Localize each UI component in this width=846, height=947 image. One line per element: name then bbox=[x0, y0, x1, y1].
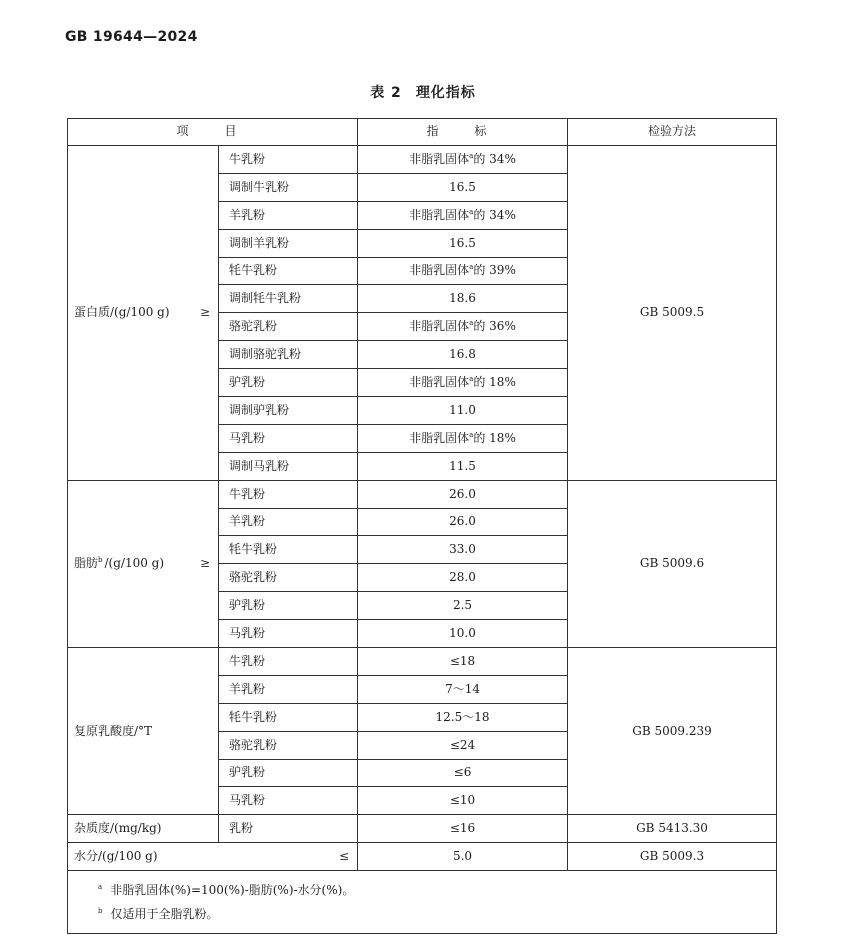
acidity-product-name: 马乳粉 bbox=[219, 787, 358, 815]
fat-indicator-value: 33.0 bbox=[358, 536, 568, 564]
protein-product-name: 调制骆驼乳粉 bbox=[219, 341, 358, 369]
protein-label: 蛋白质/(g/100 g) bbox=[74, 305, 170, 320]
fat-product-name: 驴乳粉 bbox=[219, 592, 358, 620]
indicator-prefix: 非脂乳固体 bbox=[409, 374, 470, 389]
acidity-product-name: 牦牛乳粉 bbox=[219, 703, 358, 731]
protein-indicator-value: 16.5 bbox=[358, 229, 568, 257]
footnote-ref: a bbox=[469, 430, 474, 439]
moisture-label-cell bbox=[68, 843, 358, 871]
protein-indicator-value bbox=[358, 201, 568, 229]
footnote-mark: a bbox=[98, 883, 103, 892]
footnote-b bbox=[98, 902, 776, 926]
moisture-row bbox=[68, 843, 777, 871]
fat-product-name: 骆驼乳粉 bbox=[219, 564, 358, 592]
footnote-a bbox=[98, 878, 776, 902]
protein-indicator-value bbox=[358, 257, 568, 285]
protein-product-name: 牛乳粉 bbox=[219, 146, 358, 174]
footnote-ref: a bbox=[469, 263, 474, 272]
indicator-suffix: 的 36% bbox=[473, 319, 516, 334]
table-title bbox=[0, 82, 846, 102]
table-number: 表 2 bbox=[370, 85, 402, 101]
indicator-suffix: 的 34% bbox=[473, 151, 516, 166]
footnote-ref: a bbox=[469, 151, 474, 160]
acidity-indicator-value: ≤6 bbox=[358, 759, 568, 787]
indicator-prefix: 非脂乳固体 bbox=[409, 430, 470, 445]
protein-row bbox=[68, 146, 777, 174]
protein-product-name: 牦牛乳粉 bbox=[219, 257, 358, 285]
table-header-row bbox=[68, 119, 777, 146]
standard-code: GB 19644—2024 bbox=[65, 29, 198, 45]
protein-indicator-value: 16.8 bbox=[358, 341, 568, 369]
protein-product-name: 马乳粉 bbox=[219, 424, 358, 452]
fat-indicator-value: 26.0 bbox=[358, 508, 568, 536]
fat-product-name: 牦牛乳粉 bbox=[219, 536, 358, 564]
footnotes bbox=[68, 871, 777, 934]
impurity-value: ≤16 bbox=[358, 815, 568, 843]
fat-product-name: 牛乳粉 bbox=[219, 480, 358, 508]
impurity-row bbox=[68, 815, 777, 843]
footnote-ref: a bbox=[469, 207, 474, 216]
protein-indicator-value bbox=[358, 369, 568, 397]
protein-indicator-value: 16.5 bbox=[358, 173, 568, 201]
protein-product-name: 骆驼乳粉 bbox=[219, 313, 358, 341]
physicochemical-table bbox=[67, 118, 777, 934]
acidity-indicator-value: 7～14 bbox=[358, 675, 568, 703]
fat-indicator-value: 28.0 bbox=[358, 564, 568, 592]
fat-product-name: 马乳粉 bbox=[219, 620, 358, 648]
acidity-indicator-value: ≤10 bbox=[358, 787, 568, 815]
indicator-suffix: 的 34% bbox=[473, 207, 516, 222]
fat-row bbox=[68, 480, 777, 508]
protein-product-name: 调制驴乳粉 bbox=[219, 397, 358, 425]
indicator-prefix: 非脂乳固体 bbox=[409, 263, 470, 278]
footnote-ref: a bbox=[469, 374, 474, 383]
indicator-suffix: 的 18% bbox=[473, 430, 516, 445]
fat-label: 脂肪 bbox=[74, 556, 99, 571]
protein-product-name: 调制马乳粉 bbox=[219, 452, 358, 480]
protein-product-name: 羊乳粉 bbox=[219, 201, 358, 229]
protein-product-name: 驴乳粉 bbox=[219, 369, 358, 397]
indicator-suffix: 的 39% bbox=[473, 263, 516, 278]
protein-symbol: ≥ bbox=[199, 305, 210, 320]
acidity-indicator-value: ≤18 bbox=[358, 648, 568, 676]
acidity-category bbox=[68, 648, 219, 815]
column-header-item: 项 目 bbox=[68, 119, 358, 146]
footnote-mark: b bbox=[98, 907, 103, 916]
column-header-method: 检验方法 bbox=[568, 119, 777, 146]
footnote-ref: b bbox=[98, 556, 103, 565]
fat-product-name: 羊乳粉 bbox=[219, 508, 358, 536]
indicator-suffix: 的 18% bbox=[473, 374, 516, 389]
fat-indicator-value: 10.0 bbox=[358, 620, 568, 648]
acidity-indicator-value: ≤24 bbox=[358, 731, 568, 759]
moisture-symbol: ≤ bbox=[338, 849, 350, 864]
acidity-product-name: 牛乳粉 bbox=[219, 648, 358, 676]
acidity-indicator-value: 12.5～18 bbox=[358, 703, 568, 731]
fat-method: GB 5009.6 bbox=[568, 480, 777, 647]
acidity-row bbox=[68, 648, 777, 676]
fat-category bbox=[68, 480, 219, 647]
protein-product-name: 调制牛乳粉 bbox=[219, 173, 358, 201]
impurity-label: 杂质度/(mg/kg) bbox=[68, 815, 219, 843]
protein-indicator-value bbox=[358, 146, 568, 174]
impurity-product: 乳粉 bbox=[219, 815, 358, 843]
footnote-text: 非脂乳固体(%)=100(%)-脂肪(%)-水分(%)。 bbox=[110, 883, 355, 898]
column-header-indicator: 指 标 bbox=[358, 119, 568, 146]
footnote-ref: a bbox=[469, 319, 474, 328]
acidity-method: GB 5009.239 bbox=[568, 648, 777, 815]
table-name: 理化指标 bbox=[415, 85, 476, 101]
fat-indicator-value: 2.5 bbox=[358, 592, 568, 620]
footnote-text: 仅适用于全脂乳粉。 bbox=[110, 907, 219, 922]
protein-method: GB 5009.5 bbox=[568, 146, 777, 481]
protein-product-name: 调制羊乳粉 bbox=[219, 229, 358, 257]
fat-unit: /(g/100 g) bbox=[104, 556, 165, 571]
indicator-prefix: 非脂乳固体 bbox=[409, 151, 470, 166]
protein-indicator-value: 11.0 bbox=[358, 397, 568, 425]
protein-category bbox=[68, 146, 219, 481]
moisture-value: 5.0 bbox=[358, 843, 568, 871]
fat-symbol: ≥ bbox=[199, 556, 210, 571]
fat-indicator-value: 26.0 bbox=[358, 480, 568, 508]
protein-indicator-value bbox=[358, 424, 568, 452]
protein-product-name: 调制牦牛乳粉 bbox=[219, 285, 358, 313]
notes-row bbox=[68, 871, 777, 934]
moisture-label: 水分/(g/100 g) bbox=[74, 849, 158, 864]
protein-indicator-value: 11.5 bbox=[358, 452, 568, 480]
indicator-prefix: 非脂乳固体 bbox=[409, 207, 470, 222]
protein-indicator-value: 18.6 bbox=[358, 285, 568, 313]
acidity-label: 复原乳酸度/°T bbox=[74, 723, 153, 738]
protein-indicator-value bbox=[358, 313, 568, 341]
acidity-product-name: 驴乳粉 bbox=[219, 759, 358, 787]
indicator-prefix: 非脂乳固体 bbox=[409, 319, 470, 334]
acidity-product-name: 羊乳粉 bbox=[219, 675, 358, 703]
moisture-method: GB 5009.3 bbox=[568, 843, 777, 871]
impurity-method: GB 5413.30 bbox=[568, 815, 777, 843]
acidity-product-name: 骆驼乳粉 bbox=[219, 731, 358, 759]
